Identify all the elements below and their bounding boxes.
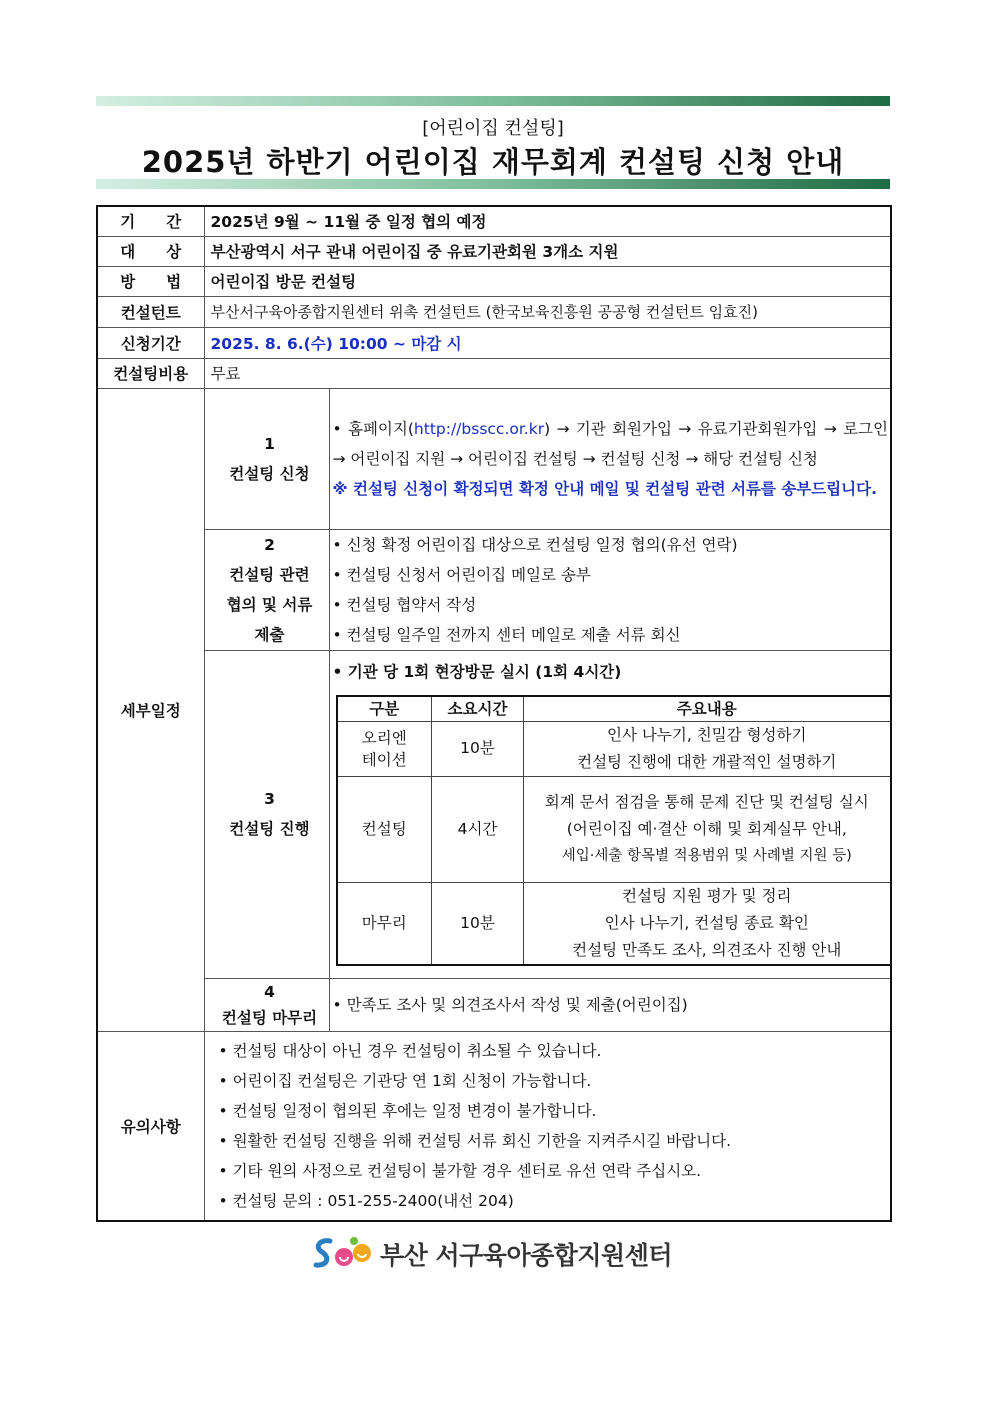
process-time: 4시간 (432, 776, 524, 882)
process-row-consulting (337, 776, 891, 882)
info-label: 방 법 (97, 266, 204, 296)
header-top-gradient-bar (96, 96, 890, 106)
notes-row (97, 1031, 891, 1221)
step-4-content (329, 978, 891, 1031)
info-row-cost (97, 358, 891, 388)
notes-content (204, 1031, 891, 1221)
info-label: 신청기간 (97, 327, 204, 358)
content-line: (어린이집 예·결산 이해 및 회계실무 안내, (566, 819, 847, 838)
step-3-intro: • 기관 당 1회 현장방문 실시 (1회 4시간) (332, 662, 622, 681)
homepage-link[interactable]: http://bsscc.or.kr (413, 419, 545, 438)
info-row-apply-period (97, 327, 891, 358)
info-label: 대 상 (97, 236, 204, 266)
info-row-consultant (97, 296, 891, 327)
info-row-method (97, 266, 891, 296)
process-type: 오리엔 테이션 (337, 721, 432, 776)
step-2-item: • 컨설팅 협약서 작성 (332, 595, 477, 614)
step-1-content (329, 388, 891, 529)
process-row-orientation (337, 721, 891, 776)
step-2-title (204, 529, 329, 650)
info-value: 2025년 9월 ~ 11월 중 일정 협의 예정 (204, 206, 891, 236)
step-name: 컨설팅 마무리 (221, 1008, 318, 1027)
content-line: 인사 나누기, 컨설팅 종료 확인 (604, 913, 809, 932)
step-2-item: • 컨설팅 신청서 어린이집 메일로 송부 (332, 565, 591, 584)
note-item: • 컨설팅 일정이 협의된 후에는 일정 변경이 불가합니다. (218, 1101, 597, 1120)
step-1-title (204, 388, 329, 529)
step-name-line: 컨설팅 관련 (229, 565, 310, 584)
step-1-text-prefix: • 홈페이지( (332, 419, 414, 438)
header-bottom-gradient-bar (96, 179, 890, 189)
info-value: 무료 (204, 358, 891, 388)
info-row-target (97, 236, 891, 266)
step-number: 1 (264, 434, 275, 453)
info-value: 어린이집 방문 컨설팅 (204, 266, 891, 296)
info-label: 기 간 (97, 206, 204, 236)
step-2-content (329, 529, 891, 650)
note-item: • 원활한 컨설팅 진행을 위해 컨설팅 서류 회신 기한을 지켜주시길 바랍니다. (218, 1131, 732, 1150)
document-title: 2025년 하반기 어린이집 재무회계 컨설팅 신청 안내 (141, 145, 845, 179)
step-4-item: • 만족도 조사 및 의견조사서 작성 및 제출(어린이집) (332, 995, 688, 1014)
header-type: 구분 (337, 696, 432, 722)
info-value: 2025. 8. 6.(수) 10:00 ~ 마감 시 (204, 327, 891, 358)
footer-logo (310, 1232, 672, 1276)
center-name: 부산 서구육아종합지원센터 (380, 1241, 673, 1270)
step-name-line: 제출 (254, 625, 285, 644)
content-line: 컨설팅 진행에 대한 개괄적인 설명하기 (577, 752, 837, 771)
process-content (524, 721, 891, 776)
schedule-step-1 (97, 388, 891, 529)
schedule-step-2 (97, 529, 891, 650)
process-content (524, 882, 891, 965)
note-item: • 컨설팅 문의 : 051-255-2400(내선 204) (218, 1191, 514, 1210)
process-row-closing (337, 882, 891, 965)
header-time: 소요시간 (432, 696, 524, 722)
schedule-label: 세부일정 (97, 388, 204, 1031)
content-line: 세입·세출 항목별 적용범위 및 사례별 지원 등) (561, 847, 852, 864)
header-content: 주요내용 (524, 696, 891, 722)
content-line: 인사 나누기, 친밀감 형성하기 (607, 725, 807, 744)
info-value: 부산광역시 서구 관내 어린이집 중 유료기관회원 3개소 지원 (204, 236, 891, 266)
info-table (96, 205, 892, 1222)
process-content (524, 776, 891, 882)
step-1-note: ※ 컨설팅 신청이 확정되면 확정 안내 메일 및 컨설팅 관련 서류를 송부드립니다. (332, 479, 877, 498)
step-number: 3 (264, 790, 275, 808)
note-item: • 컨설팅 대상이 아닌 경우 컨설팅이 취소될 수 있습니다. (218, 1041, 602, 1060)
step-3-content (329, 650, 891, 978)
note-item: • 어린이집 컨설팅은 기관당 연 1회 신청이 가능합니다. (218, 1071, 592, 1090)
process-type: 마무리 (337, 882, 432, 965)
content-line: 회계 문서 점검을 통해 문제 진단 및 컨설팅 실시 (544, 792, 869, 811)
info-label: 컨설팅비용 (97, 358, 204, 388)
step-4-title (204, 978, 329, 1031)
document-subtitle: [어린이집 컨설팅] (422, 118, 564, 139)
consulting-process-table (336, 695, 892, 966)
step-number: 2 (264, 535, 275, 554)
step-name: 컨설팅 신청 (229, 464, 310, 483)
step-2-item: • 신청 확정 어린이집 대상으로 컨설팅 일정 협의(유선 연락) (332, 535, 738, 554)
step-name: 컨설팅 진행 (229, 820, 310, 838)
note-item: • 기타 원의 사정으로 컨설팅이 불가할 경우 센터로 유선 연락 주십시오. (218, 1161, 702, 1180)
info-value: 부산서구육아종합지원센터 위촉 컨설턴트 (한국보육진흥원 공공형 컨설턴트 임효진) (204, 296, 891, 327)
process-time: 10분 (432, 882, 524, 965)
notes-label: 유의사항 (97, 1031, 204, 1221)
schedule-step-3 (97, 650, 891, 978)
process-header-row (337, 696, 891, 722)
info-row-period (97, 206, 891, 236)
content-line: 컨설팅 만족도 조사, 의견조사 진행 안내 (572, 940, 842, 959)
process-time: 10분 (432, 721, 524, 776)
step-3-title (204, 650, 329, 978)
info-label: 컨설턴트 (97, 296, 204, 327)
schedule-step-4 (97, 978, 891, 1031)
content-line: 컨설팅 지원 평가 및 정리 (622, 886, 792, 905)
step-2-item: • 컨설팅 일주일 전까지 센터 메일로 제출 서류 회신 (332, 625, 681, 644)
center-logo-icon (310, 1233, 374, 1275)
step-1-text-suffix: ) → 기관 회원가입 → 유료기관회원가입 → 로그인 → 어린이집 지원 → 어린이집 컨설팅 → 컨설팅 신청 → 해당 컨설팅 신청 (332, 419, 888, 468)
step-name-line: 협의 및 서류 (226, 595, 313, 614)
process-type: 컨설팅 (337, 776, 432, 882)
step-number: 4 (264, 982, 275, 1001)
